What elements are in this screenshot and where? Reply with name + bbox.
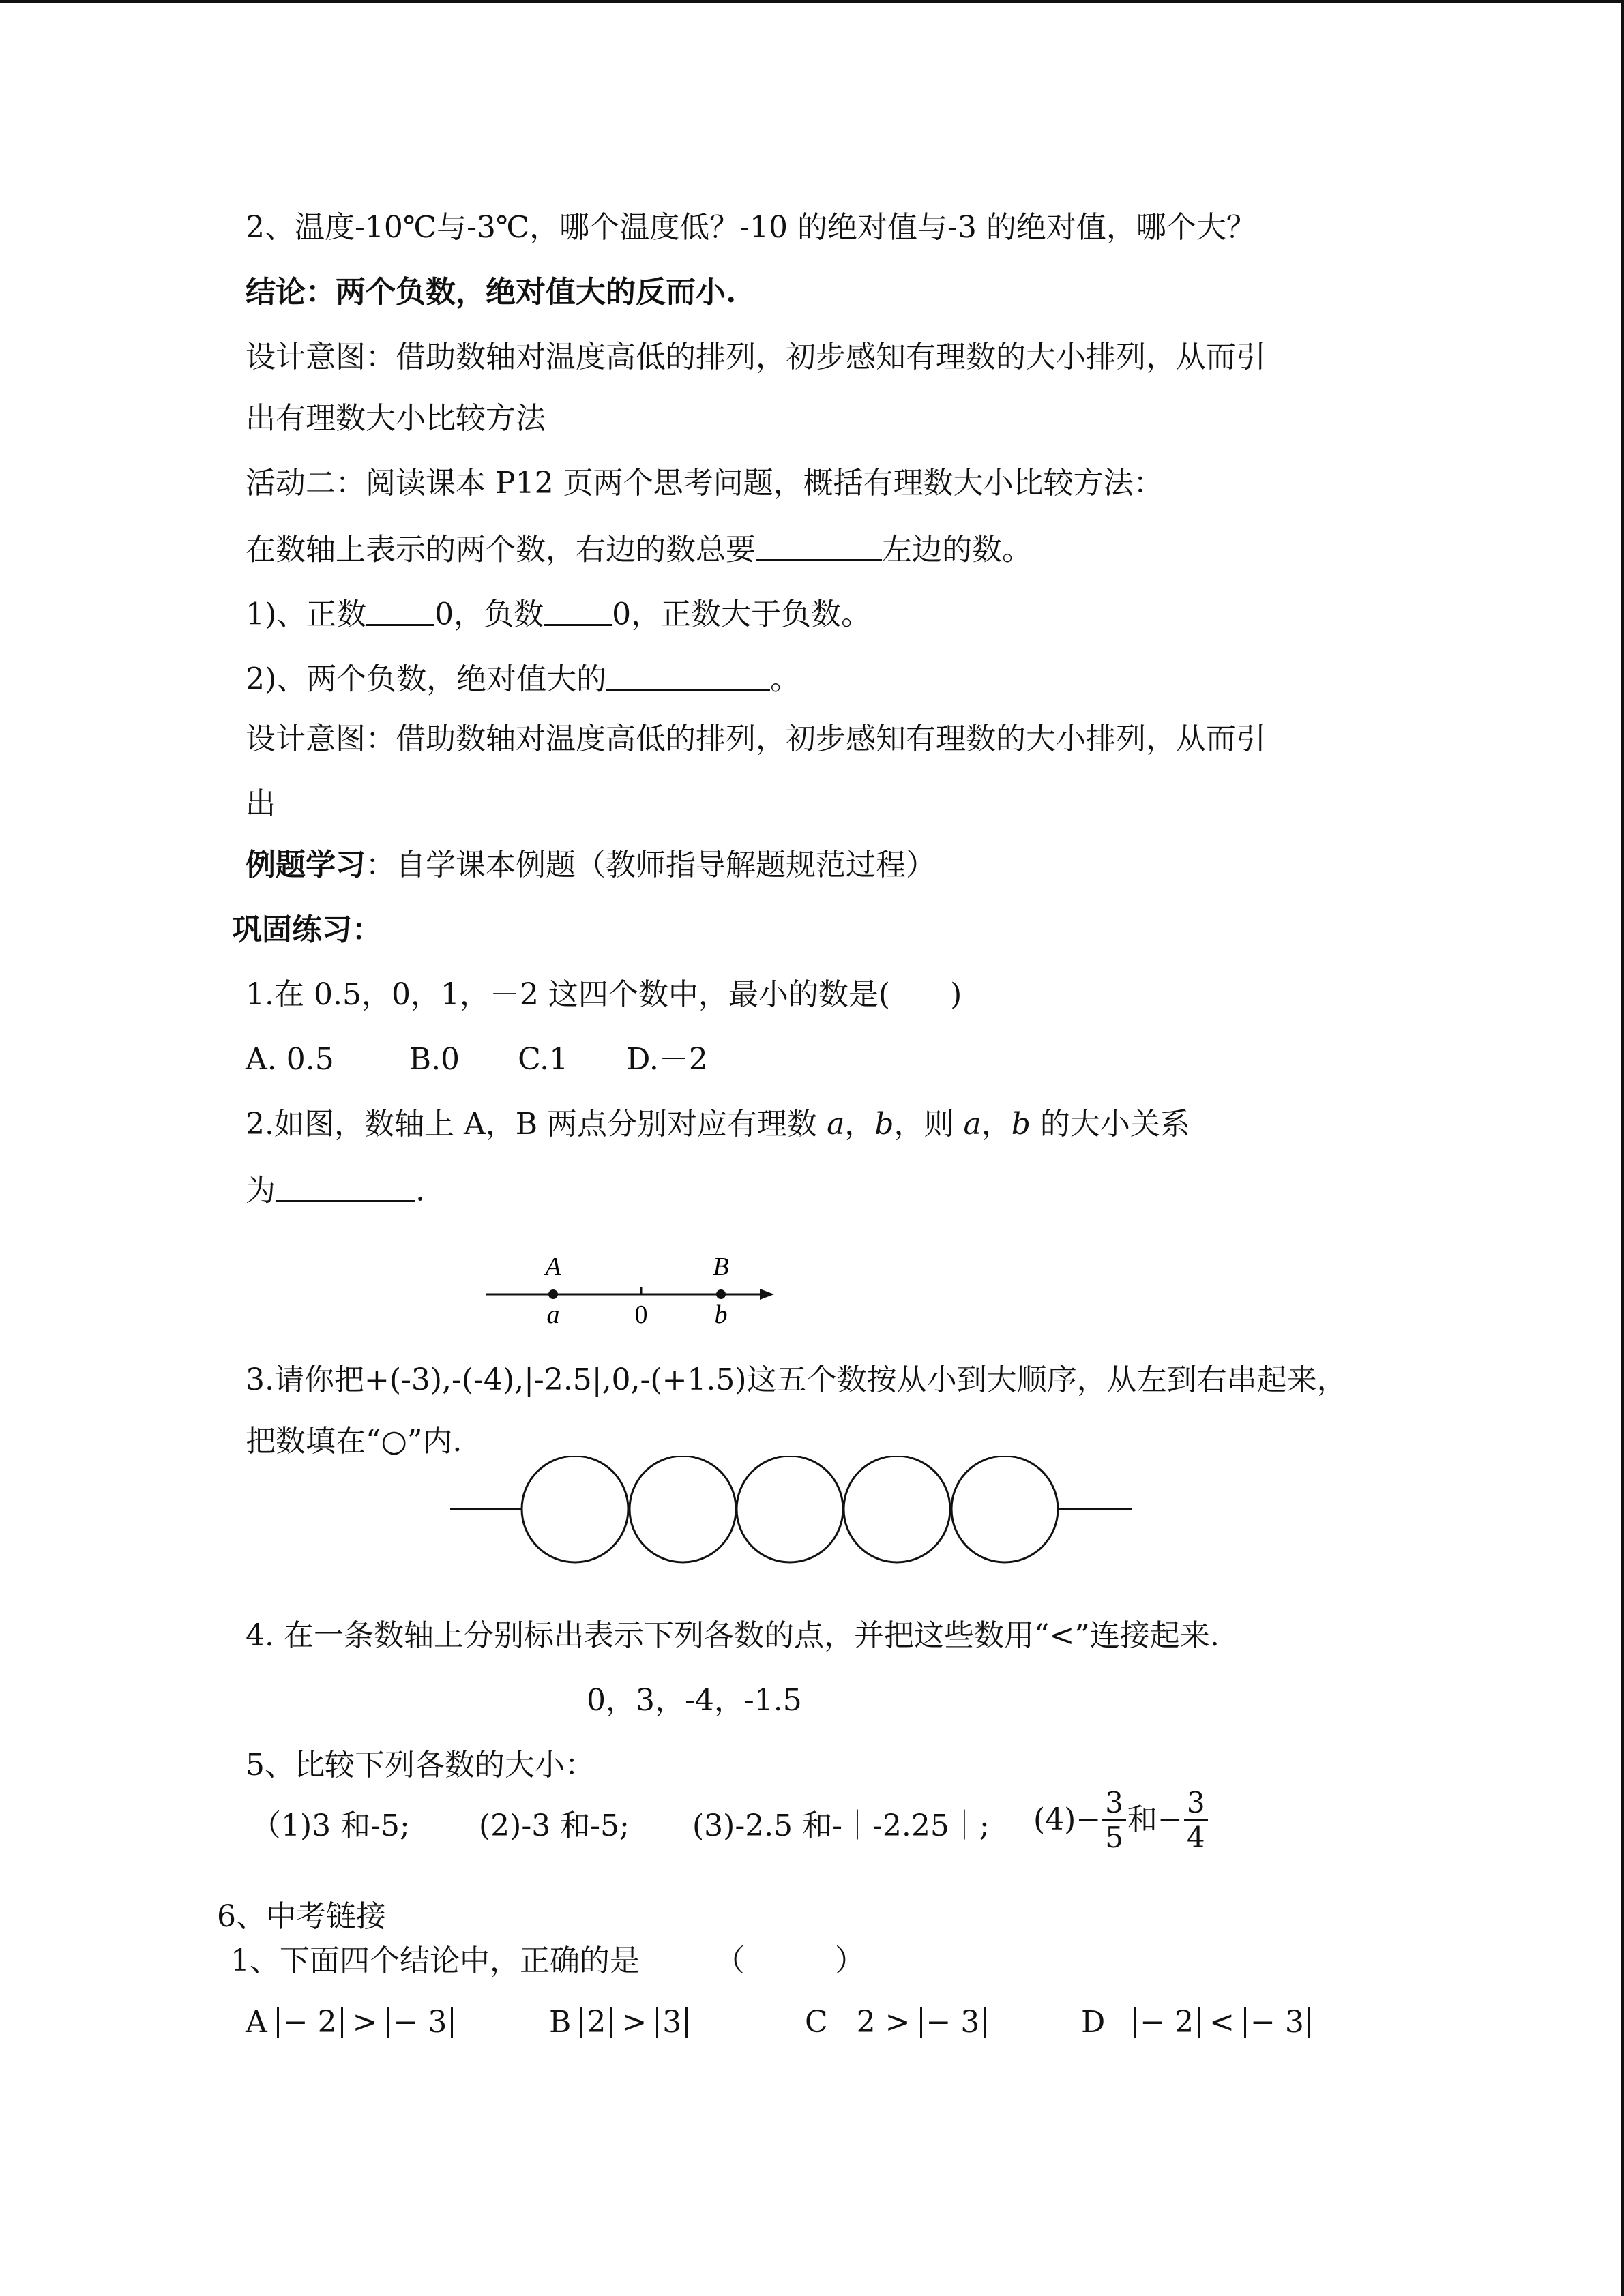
exam-choice-c[interactable]	[805, 2005, 986, 2041]
rule-1-text-c: 0，正数大于负数。	[612, 597, 872, 632]
rule-1-blank-negative[interactable]	[544, 595, 612, 626]
axis-rule-text-after: 左边的数。	[882, 532, 1032, 567]
exam-choice-c-label: C	[805, 2005, 828, 2040]
practice-2-period: .	[415, 1173, 425, 1208]
example-text: ：自学课本例题（教师指导解题规范过程）	[366, 848, 936, 882]
exam-choice-b[interactable]	[549, 2005, 688, 2041]
exam-choice-a-op: >	[352, 2005, 378, 2040]
practice-5-item-4	[1033, 1787, 1209, 1855]
exam-choice-d[interactable]	[1081, 2005, 1310, 2041]
exam-choice-d-right: − 3	[1244, 2007, 1310, 2038]
practice-2-blank[interactable]	[276, 1172, 415, 1202]
exam-choice-d-label: D	[1081, 2005, 1106, 2040]
axis-rule-text-before: 在数轴上表示的两个数，右边的数总要	[246, 532, 756, 567]
rule-1-blank-positive[interactable]	[366, 595, 434, 626]
choice-c[interactable]: C.1	[518, 1042, 569, 1077]
value-b-label: b	[714, 1300, 728, 1329]
rule-1-text-a: 1)、正数	[246, 597, 367, 632]
exam-choice-b-label: B	[549, 2005, 572, 2040]
rule-2-blank[interactable]	[606, 660, 770, 691]
exam-choice-b-op: >	[621, 2005, 647, 2040]
practice-2-text-b: ，	[844, 1107, 875, 1142]
practice-2-for: 为	[246, 1173, 276, 1208]
point-a	[548, 1289, 558, 1299]
rule-2	[246, 660, 800, 698]
item-4-minus-1: −	[1076, 1802, 1102, 1838]
design-intent-2-line1: 设计意图：借助数轴对温度高低的排列，初步感知有理数的大小排列，从而引	[246, 721, 1266, 756]
exam-question-1-text: 1、下面四个结论中，正确的是	[231, 1943, 640, 1978]
item-4-and: 和	[1127, 1802, 1157, 1838]
conclusion: 结论：两个负数，绝对值大的反而小.	[246, 275, 737, 310]
practice-2-text-e: 的大小关系	[1030, 1107, 1190, 1142]
answer-circle-3[interactable]	[737, 1456, 843, 1562]
answer-circle-2[interactable]	[630, 1456, 736, 1562]
choice-d[interactable]: D.－2	[626, 1042, 708, 1077]
practice-2-text-a: 2.如图，数轴上 A，B 两点分别对应有理数	[246, 1107, 827, 1142]
practice-4-question: 4. 在一条数轴上分别标出表示下列各数的点，并把这些数用“<”连接起来.	[246, 1618, 1220, 1653]
design-intent-1-line1: 设计意图：借助数轴对温度高低的排列，初步感知有理数的大小排列，从而引	[246, 340, 1266, 374]
exam-choice-b-right: 3	[656, 2007, 688, 2038]
axis-rule	[246, 531, 1032, 568]
exam-choice-a-right: − 3	[387, 2007, 454, 2038]
practice-2-question	[246, 1107, 1190, 1143]
item-4-prefix: (4)	[1033, 1802, 1076, 1838]
point-a-label: A	[545, 1253, 561, 1281]
practice-2-text-c: ，则	[894, 1107, 964, 1142]
fraction-3-4	[1184, 1787, 1208, 1855]
fraction-3-5-numerator: 3	[1102, 1787, 1126, 1821]
var-b-2: b	[1011, 1107, 1031, 1142]
practice-2-line2	[246, 1172, 425, 1209]
point-b	[716, 1289, 726, 1299]
practice-5-item-1: （1)3 和-5;	[251, 1808, 410, 1843]
rule-2-text-b: 。	[770, 661, 801, 697]
fraction-3-5	[1102, 1787, 1126, 1855]
question-temperature: 2、温度-10℃与-3℃，哪个温度低？-10 的绝对值与-3 的绝对值，哪个大？	[246, 210, 1256, 245]
exam-link-heading: 6、中考链接	[217, 1899, 386, 1934]
practice-2-text-d: ，	[981, 1107, 1012, 1142]
example-label: 例题学习	[246, 848, 366, 882]
item-4-minus-2: −	[1157, 1802, 1183, 1838]
practice-1-choices	[246, 1042, 708, 1078]
page-right-rule	[1621, 0, 1624, 2296]
answer-circle-1[interactable]	[522, 1456, 628, 1562]
exam-choice-d-op: <	[1209, 2005, 1235, 2040]
rule-1-text-b: 0，负数	[434, 597, 544, 632]
exam-choice-c-right: − 3	[920, 2007, 986, 2038]
exam-question-1	[231, 1943, 865, 1980]
exam-choice-c-op: >	[885, 2005, 911, 2040]
exam-choice-c-left: 2	[856, 2005, 876, 2040]
exam-choice-b-left: 2	[580, 2007, 612, 2038]
design-intent-1-line2: 出有理数大小比较方法	[246, 401, 546, 436]
exam-question-1-paren: （ ）	[715, 1943, 865, 1978]
fraction-3-5-denominator: 5	[1105, 1821, 1123, 1855]
practice-3-line1: 3.请你把+(-3),-(-4),|-2.5|,0,-(+1.5)这五个数按从小到大顺序，从左到右串起来，	[246, 1362, 1347, 1397]
example-study	[246, 848, 936, 884]
fraction-3-4-denominator: 4	[1186, 1821, 1205, 1855]
point-b-label: B	[713, 1253, 729, 1281]
practice-5-item-3: (3)-2.5 和-｜-2.25｜;	[692, 1808, 990, 1843]
practice-3-line2: 把数填在“○”内.	[246, 1424, 462, 1459]
practice-5-item-2: (2)-3 和-5;	[479, 1808, 630, 1843]
practice-heading: 巩固练习：	[232, 912, 382, 947]
page-top-rule	[0, 0, 1624, 3]
answer-circle-5[interactable]	[951, 1456, 1058, 1562]
number-line-figure	[477, 1241, 791, 1337]
var-a-2: a	[963, 1107, 981, 1142]
practice-5-question: 5、比较下列各数的大小：	[246, 1748, 595, 1783]
rule-2-text-a: 2)、两个负数，绝对值大的	[246, 661, 607, 697]
rule-1	[246, 595, 871, 633]
number-line-arrow	[760, 1289, 774, 1300]
exam-choice-a[interactable]	[246, 2005, 453, 2041]
circle-chain-figure	[450, 1456, 1139, 1579]
answer-circle-4[interactable]	[844, 1456, 950, 1562]
exam-choice-d-left: − 2	[1134, 2007, 1200, 2038]
activity-2: 活动二：阅读课本 P12 页两个思考问题，概括有理数大小比较方法：	[246, 466, 1164, 501]
var-a: a	[827, 1107, 845, 1142]
exam-choice-a-left: − 2	[277, 2007, 343, 2038]
zero-label: 0	[634, 1300, 648, 1329]
var-b: b	[874, 1107, 894, 1142]
choice-b[interactable]: B.0	[409, 1042, 460, 1077]
choice-a[interactable]: A. 0.5	[246, 1042, 334, 1077]
fraction-3-4-numerator: 3	[1184, 1787, 1208, 1821]
exam-choice-a-label: A	[246, 2005, 267, 2040]
value-a-label: a	[546, 1300, 560, 1329]
design-intent-2-line2: 出	[246, 786, 276, 821]
practice-4-numbers: 0，3，-4，-1.5	[587, 1683, 802, 1718]
axis-rule-blank[interactable]	[756, 531, 882, 561]
practice-1-question: 1.在 0.5，0，1，－2 这四个数中，最小的数是( )	[246, 977, 962, 1012]
